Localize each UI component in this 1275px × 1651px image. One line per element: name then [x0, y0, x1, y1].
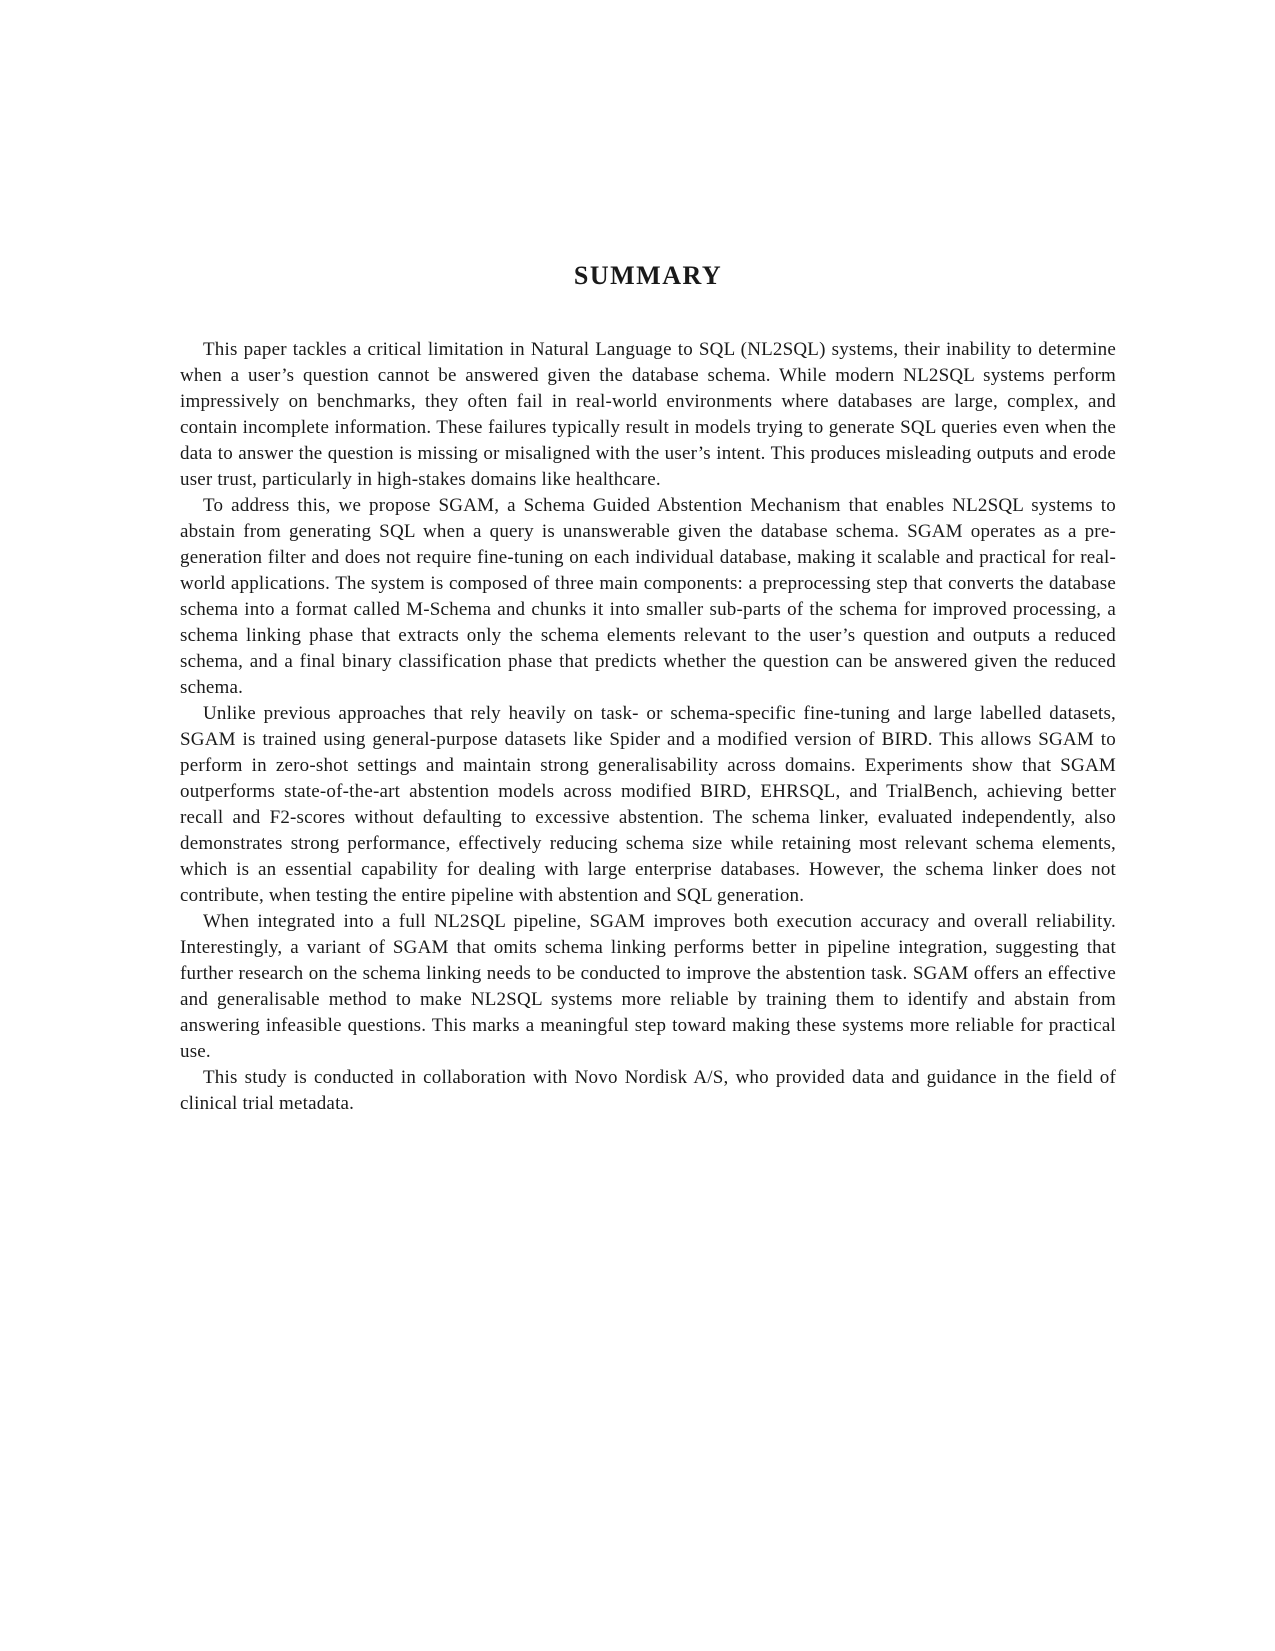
paragraph-2: To address this, we propose SGAM, a Schema Guided Abstention Mechanism that enables NL2SQL systems to abstain from generating SQL when a query is unanswerable given the database schema. SGAM operates as a pre-generation filter and does not require fine-tuning on each individual database, making it scalable and practical for real-world applications. The system is composed of three main components: a preprocessing step that converts the database schema into a format called M-Schema and chunks it into smaller sub-parts of the schema for improved processing, a schema linking phase that extracts only the schema elements relevant to the user’s question and outputs a reduced schema, and a final binary classification phase that predicts whether the question can be answered given the reduced schema.	[180, 495, 1116, 698]
document-body	[180, 337, 1116, 1117]
page-title: SUMMARY	[573, 261, 723, 290]
paragraph-3: Unlike previous approaches that rely heavily on task- or schema-specific fine-tuning and large labelled datasets, SGAM is trained using general-purpose datasets like Spider and a modified version of BIRD. This allows SGAM to perform in zero-shot settings and maintain strong generalisability across domains. Experiments show that SGAM outperforms state-of-the-art abstention models across modified BIRD, EHRSQL, and TrialBench, achieving better recall and F2-scores without defaulting to excessive abstention. The schema linker, evaluated independently, also demonstrates strong performance, effectively reducing schema size while retaining most relevant schema elements, which is an essential capability for dealing with large enterprise databases. However, the schema linker does not contribute, when testing the entire pipeline with abstention and SQL generation.	[180, 703, 1116, 906]
paragraph-5: This study is conducted in collaboration with Novo Nordisk A/S, who provided data and guidance in the field of clinical trial metadata.	[180, 1067, 1116, 1114]
paragraph-1: This paper tackles a critical limitation in Natural Language to SQL (NL2SQL) systems, their inability to determine when a user’s question cannot be answered given the database schema. While modern NL2SQL systems perform impressively on benchmarks, they often fail in real-world environments where databases are large, complex, and contain incomplete information. These failures typically result in models trying to generate SQL queries even when the data to answer the question is missing or misaligned with the user’s intent. This produces misleading outputs and erode user trust, particularly in high-stakes domains like healthcare.	[180, 339, 1116, 490]
paragraph-4: When integrated into a full NL2SQL pipeline, SGAM improves both execution accuracy and overall reliability. Interestingly, a variant of SGAM that omits schema linking performs better in pipeline integration, suggesting that further research on the schema linking needs to be conducted to improve the abstention task. SGAM offers an effective and generalisable method to make NL2SQL systems more reliable by training them to identify and abstain from answering infeasible questions. This marks a meaningful step toward making these systems more reliable for practical use.	[180, 911, 1116, 1062]
